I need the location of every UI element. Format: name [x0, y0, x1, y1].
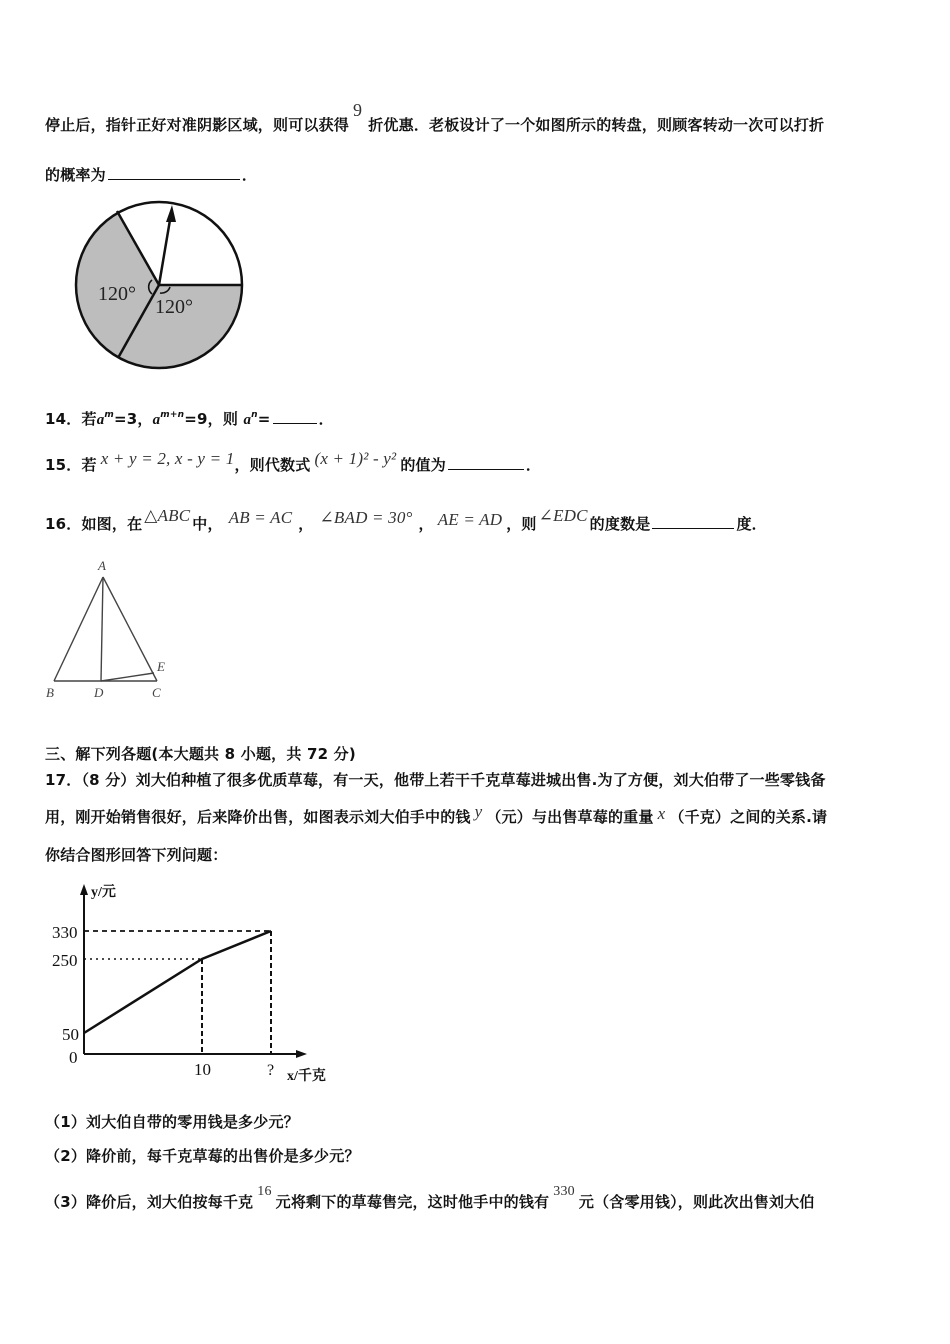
angle-label-left: 120° — [98, 283, 136, 305]
q14-val-1: =3， — [113, 410, 153, 428]
q16-text-d: 的度数是 — [589, 515, 651, 533]
q16-sep-2: ， — [418, 515, 434, 533]
q17-text-c: （千克）之间的关系.请 — [669, 808, 828, 826]
y-tick-250: 250 — [52, 951, 78, 970]
q16-cond-2: ∠BAD = 30° — [319, 508, 413, 527]
q17-var-x: x — [657, 804, 666, 823]
q14-end: ． — [318, 410, 334, 428]
q13-text-c: 的概率为 — [45, 166, 106, 184]
q14-base-2: a — [152, 412, 161, 428]
label-A: A — [98, 558, 106, 573]
q15-value-text: 的值为 — [400, 456, 446, 474]
q14-base-1: a — [96, 412, 105, 428]
q17-text-a: 用，刚开始销售很好，后来降价出售，如图表示刘大伯手中的钱 — [45, 808, 471, 826]
q17-sub3-price: 16 — [257, 1184, 272, 1199]
q15-then: ，则代数式 — [234, 456, 311, 474]
q14-val-2: =9， — [184, 410, 223, 428]
q17-sub3-text-b: 元将剩下的草莓售完，这时他手中的钱有 — [275, 1193, 550, 1211]
y-tick-50: 50 — [62, 1025, 79, 1044]
y-axis-arrow-icon — [80, 884, 88, 895]
q14-exp-3: n — [251, 410, 258, 420]
q17-sub-2: （2）降价前，每千克草莓的出售价是多少元？ — [45, 1147, 360, 1165]
q17-line-1: 17．（8 分）刘大伯种植了很多优质草莓，有一天，他带上若干千克草莓进城出售.为了方便，刘大伯带了一些零钱备 — [45, 771, 826, 789]
q15-expression: (x + 1)² - y² — [314, 449, 397, 468]
q16-number: 16． — [45, 515, 82, 533]
label-C: C — [152, 685, 161, 700]
x-axis-arrow-icon — [296, 1050, 307, 1058]
q16-sep-1: ， — [298, 515, 314, 533]
q14-exp-2: m+n — [160, 410, 185, 420]
label-E: E — [157, 659, 165, 674]
q14-exp-1: m — [104, 410, 114, 420]
q15-number: 15． — [45, 456, 82, 474]
q16-unit: 度． — [736, 515, 767, 533]
y-axis-label: y/元 — [91, 885, 116, 900]
q16-triangle: △ABC — [144, 506, 191, 525]
q13-discount-value: 9 — [353, 100, 363, 120]
q15-end: ． — [525, 456, 542, 474]
q14-eq: = — [257, 410, 271, 428]
x-tick-10: 10 — [194, 1060, 211, 1079]
angle-label-bottom: 120° — [155, 296, 193, 318]
q17-line-3: 你结合图形回答下列问题： — [45, 846, 228, 864]
q17-var-y: y — [474, 802, 483, 821]
q16-text-c: ，则 — [506, 515, 537, 533]
y-tick-0: 0 — [69, 1048, 78, 1067]
q13-text-a: 停止后，指针正好对准阴影区域，则可以获得 — [45, 116, 350, 134]
q13-text-b: 折优惠．老板设计了一个如图所示的转盘，则顾客转动一次可以打折 — [368, 116, 825, 134]
q14-base-3: a — [243, 412, 252, 428]
q14-number: 14． — [45, 410, 82, 428]
q17-sub-1: （1）刘大伯自带的零用钱是多少元？ — [45, 1113, 299, 1131]
q15-if: 若 — [81, 456, 97, 474]
x-axis-label: x/千克 — [287, 1069, 326, 1084]
q13-end: ． — [241, 166, 258, 184]
section-heading: 三、解下列各题(本大题共 8 小题，共 72 分) — [45, 745, 356, 763]
q17-sub-3 — [45, 1184, 815, 1212]
q17-sub3-total: 330 — [553, 1184, 575, 1199]
q17-sub3-text-a: （3）降价后，刘大伯按每千克 — [45, 1193, 254, 1211]
y-tick-330: 330 — [52, 923, 78, 942]
q14-then: 则 — [222, 410, 239, 428]
q15-condition: x + y = 2, x - y = 1 — [100, 449, 235, 468]
label-D: D — [94, 685, 104, 700]
q14-if: 若 — [81, 410, 97, 428]
data-line — [84, 931, 271, 1033]
q17-text-b: （元）与出售草莓的重量 — [486, 808, 654, 826]
x-tick-unknown: ? — [267, 1062, 275, 1079]
q16-cond-3: AE = AD — [437, 510, 503, 529]
q17-sub3-text-c: 元（含零用钱），则此次出售刘大伯 — [578, 1193, 815, 1211]
q16-target: ∠EDC — [538, 506, 588, 525]
q16-cond-1: AB = AC — [228, 508, 293, 527]
label-B: B — [46, 685, 54, 700]
q16-text-a: 如图，在 — [81, 515, 143, 533]
q16-text-b: 中， — [192, 515, 223, 533]
